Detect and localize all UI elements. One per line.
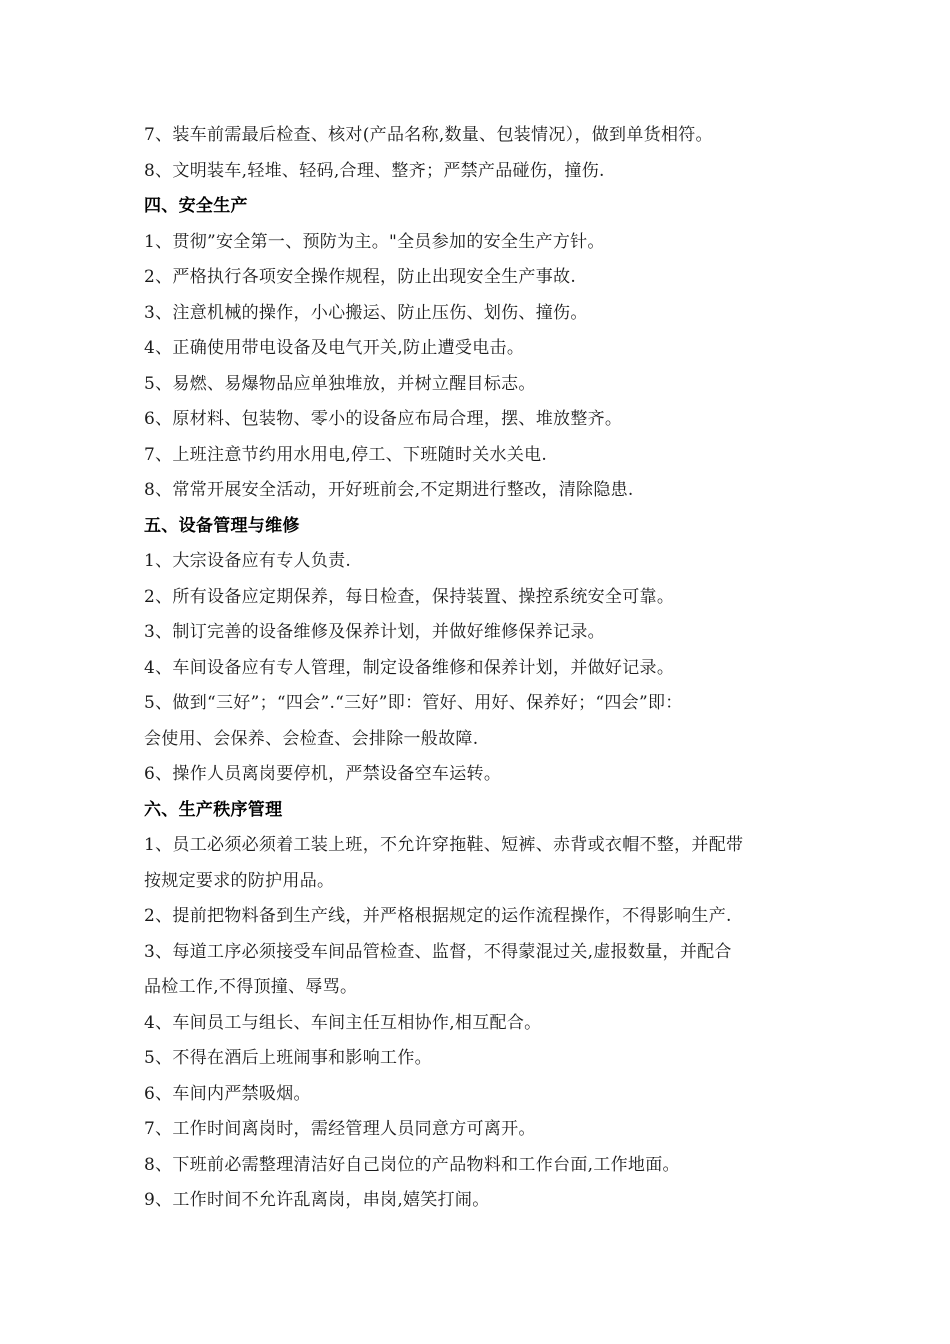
paragraph-line: 2、严格执行各项安全操作规程，防止出现安全生产事故. — [144, 267, 577, 287]
paragraph-line: 6、车间内严禁吸烟。 — [144, 1083, 311, 1104]
section-heading: 五、设备管理与维修 — [144, 515, 300, 536]
paragraph-line: 5、不得在酒后上班闹事和影响工作。 — [144, 1048, 432, 1068]
paragraph-line: 会使用、会保养、会检查、会排除一般故障. — [144, 728, 479, 749]
paragraph-line: 2、提前把物料备到生产线，并严格根据规定的运作流程操作，不得影响生产. — [144, 906, 732, 926]
document-body — [144, 118, 814, 1219]
paragraph-line: 品检工作,不得顶撞、辱骂。 — [144, 977, 358, 997]
paragraph-line: 7、上班注意节约用水用电,停工、下班随时关水关电. — [144, 444, 548, 465]
paragraph-line: 按规定要求的防护用品。 — [144, 870, 335, 891]
paragraph-line: 7、工作时间离岗时，需经管理人员同意方可离开。 — [144, 1119, 536, 1139]
paragraph-line: 8、常常开展安全活动，开好班前会,不定期进行整改，清除隐患. — [144, 480, 634, 500]
paragraph-line: 5、做到“三好”；“四会”.“三好”即：管好、用好、保养好；“四会”即： — [144, 693, 683, 713]
section-heading: 六、生产秩序管理 — [144, 799, 283, 820]
paragraph-line: 8、文明装车,轻堆、轻码,合理、整齐；严禁产品碰伤，撞伤. — [144, 160, 605, 181]
paragraph-line: 4、车间员工与组长、车间主任互相协作,相互配合。 — [144, 1012, 542, 1033]
paragraph-line: 4、车间设备应有专人管理，制定设备维修和保养计划，并做好记录。 — [144, 657, 675, 678]
paragraph-line: 3、注意机械的操作，小心搬运、防止压伤、划伤、撞伤。 — [144, 302, 588, 323]
paragraph-line: 8、下班前必需整理清洁好自己岗位的产品物料和工作台面,工作地面。 — [144, 1154, 680, 1175]
paragraph-line: 1、大宗设备应有专人负责. — [144, 551, 352, 571]
paragraph-line: 7、装车前需最后检查、核对(产品名称,数量、包装情况），做到单货相符。 — [144, 125, 713, 145]
paragraph-line: 1、员工必须必须着工装上班，不允许穿拖鞋、短裤、赤背或衣帽不整，并配带 — [144, 835, 744, 855]
paragraph-line: 3、制订完善的设备维修及保养计划，并做好维修保养记录。 — [144, 622, 605, 642]
paragraph-line: 6、操作人员离岗要停机，严禁设备空车运转。 — [144, 764, 502, 784]
paragraph-line: 9、工作时间不允许乱离岗，串岗,嬉笑打闹。 — [144, 1190, 490, 1210]
paragraph-line: 1、贯彻”安全第一、预防为主。"全员参加的安全生产方针。 — [144, 231, 605, 252]
paragraph-line: 5、易燃、易爆物品应单独堆放，并树立醒目标志。 — [144, 373, 536, 394]
section-heading: 四、安全生产 — [144, 196, 248, 216]
paragraph-line: 3、每道工序必须接受车间品管检查、监督，不得蒙混过关,虚报数量，并配合 — [144, 941, 732, 962]
paragraph-line: 2、所有设备应定期保养，每日检查，保持装置、操控系统安全可靠。 — [144, 586, 675, 607]
paragraph-line: 4、正确使用带电设备及电气开关,防止遭受电击。 — [144, 338, 525, 358]
paragraph-line: 6、原材料、包装物、零小的设备应布局合理，摆、堆放整齐。 — [144, 409, 623, 429]
